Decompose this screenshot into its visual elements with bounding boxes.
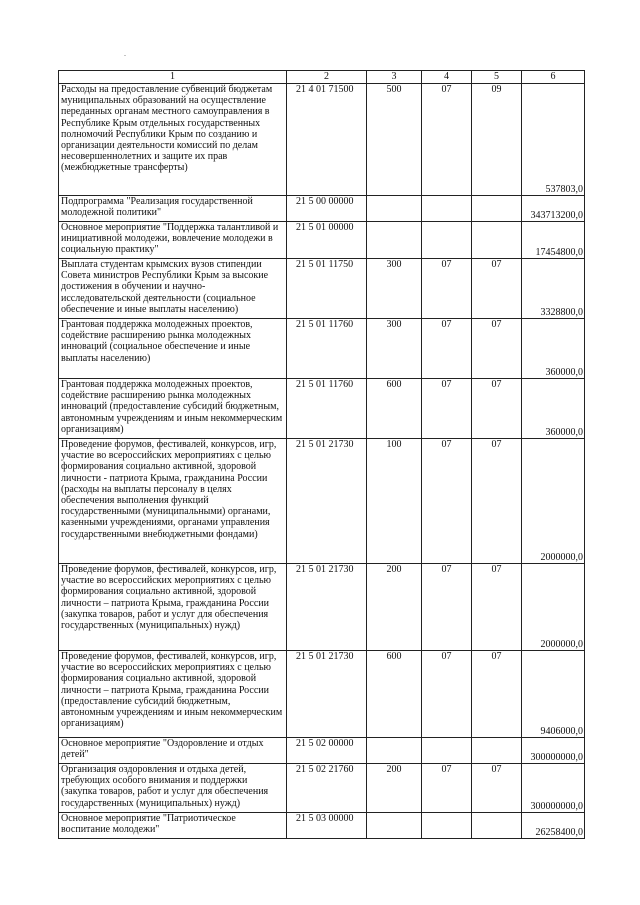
row-name: Грантовая поддержка молодежных проектов, содействие расширению рынка молодежных инноваций (социальное обеспечение и иные выплаты населению) (59, 319, 287, 379)
row-code: 21 5 03 00000 (287, 813, 367, 839)
row-amount: 26258400,0 (522, 813, 585, 839)
row-expense-type: 600 (367, 651, 422, 738)
row-code: 21 5 00 00000 (287, 196, 367, 222)
row-code: 21 5 01 21730 (287, 564, 367, 651)
row-code: 21 5 01 21730 (287, 439, 367, 564)
row-name: Проведение форумов, фестивалей, конкурсов, игр, участие во всероссийских мероприятиях с целью формирования социально активной, здоровой личности – патриота Крыма, гражданина России (предоставление субсидий бюджетным, автономным учреждениям и иным некоммерческим организациям) (59, 651, 287, 738)
budget-table (58, 70, 585, 839)
row-expense-type: 300 (367, 319, 422, 379)
row-expense-type: 300 (367, 259, 422, 319)
row-section: 07 (422, 564, 472, 651)
row-subsection (472, 222, 522, 259)
row-subsection: 07 (472, 564, 522, 651)
table-row (59, 196, 585, 222)
header-cell-2: 2 (287, 71, 367, 84)
table-row (59, 764, 585, 813)
row-section: 07 (422, 84, 472, 196)
row-amount: 360000,0 (522, 379, 585, 439)
row-amount: 537803,0 (522, 84, 585, 196)
row-amount: 2000000,0 (522, 564, 585, 651)
row-subsection: 07 (472, 259, 522, 319)
row-section: 07 (422, 259, 472, 319)
header-cell-4: 4 (422, 71, 472, 84)
row-subsection (472, 813, 522, 839)
row-amount: 9406000,0 (522, 651, 585, 738)
row-subsection (472, 738, 522, 764)
table-row (59, 738, 585, 764)
header-cell-5: 5 (472, 71, 522, 84)
row-section (422, 222, 472, 259)
header-cell-1: 1 (59, 71, 287, 84)
row-amount: 300000000,0 (522, 764, 585, 813)
row-code: 21 5 01 11760 (287, 379, 367, 439)
table-row (59, 651, 585, 738)
row-subsection: 07 (472, 439, 522, 564)
row-name: Выплата студентам крымских вузов стипендии Совета министров Республики Крым за высокие достижения в обучении и научно-исследовательской деятельности (социальное обеспечение и иные выплаты населению) (59, 259, 287, 319)
row-code: 21 5 02 00000 (287, 738, 367, 764)
row-expense-type (367, 222, 422, 259)
row-section: 07 (422, 651, 472, 738)
row-name: Основное мероприятие "Патриотическое воспитание молодежи" (59, 813, 287, 839)
row-expense-type (367, 196, 422, 222)
row-code: 21 5 01 00000 (287, 222, 367, 259)
row-code: 21 5 02 21760 (287, 764, 367, 813)
row-name: Подпрограмма "Реализация государственной молодежной политики" (59, 196, 287, 222)
row-subsection: 07 (472, 319, 522, 379)
row-section: 07 (422, 379, 472, 439)
row-section (422, 738, 472, 764)
row-subsection: 07 (472, 764, 522, 813)
row-expense-type: 100 (367, 439, 422, 564)
row-subsection: 07 (472, 379, 522, 439)
row-section: 07 (422, 319, 472, 379)
row-subsection (472, 196, 522, 222)
row-expense-type (367, 813, 422, 839)
row-section: 07 (422, 439, 472, 564)
table-row (59, 379, 585, 439)
table-row (59, 319, 585, 379)
scan-mark: . (124, 49, 126, 58)
row-expense-type: 200 (367, 764, 422, 813)
row-subsection: 09 (472, 84, 522, 196)
table-row (59, 564, 585, 651)
row-expense-type: 200 (367, 564, 422, 651)
table-row (59, 259, 585, 319)
table-row (59, 813, 585, 839)
row-expense-type: 500 (367, 84, 422, 196)
row-amount: 300000000,0 (522, 738, 585, 764)
row-section (422, 196, 472, 222)
row-name: Основное мероприятие "Поддержка талантливой и инициативной молодежи, вовлечение молодежи в социальную практику" (59, 222, 287, 259)
row-amount: 343713200,0 (522, 196, 585, 222)
row-code: 21 5 01 11750 (287, 259, 367, 319)
row-expense-type: 600 (367, 379, 422, 439)
row-name: Основное мероприятие "Оздоровление и отдых детей" (59, 738, 287, 764)
row-name: Расходы на предоставление субвенций бюджетам муниципальных образований на осуществление переданных органам местного самоуправления в Республике Крым отдельных государственных полномочий Республики Крым по созданию и организации деятельности комиссий по делам несовершеннолетних и защите их прав (межбюджетные трансферты) (59, 84, 287, 196)
row-code: 21 5 01 21730 (287, 651, 367, 738)
table-row (59, 222, 585, 259)
table-row (59, 84, 585, 196)
row-name: Организация оздоровления и отдыха детей, требующих особого внимания и поддержки (закупка товаров, работ и услуг для обеспечения государственных (муниципальных) нужд) (59, 764, 287, 813)
row-code: 21 5 01 11760 (287, 319, 367, 379)
row-code: 21 4 01 71500 (287, 84, 367, 196)
row-expense-type (367, 738, 422, 764)
row-name: Грантовая поддержка молодежных проектов, содействие расширению рынка молодежных инноваций (предоставление субсидий бюджетным, автономным учреждениям и иным некоммерческим организациям) (59, 379, 287, 439)
row-section (422, 813, 472, 839)
row-name: Проведение форумов, фестивалей, конкурсов, игр, участие во всероссийских мероприятиях с целью формирования социально активной, здоровой личности – патриота Крыма, гражданина России (закупка товаров, работ и услуг для обеспечения государственных (муниципальных) нужд) (59, 564, 287, 651)
row-amount: 3328800,0 (522, 259, 585, 319)
row-name: Проведение форумов, фестивалей, конкурсов, игр, участие во всероссийских мероприятиях с целью формирования социально активной, здоровой личности - патриота Крыма, гражданина России (расходы на выплаты персоналу в целях обеспечения выполнения функций государственными (муниципальными) органами, казенными учреждениями, органами управления государственными внебюджетными фондами) (59, 439, 287, 564)
header-cell-3: 3 (367, 71, 422, 84)
row-subsection: 07 (472, 651, 522, 738)
header-cell-6: 6 (522, 71, 585, 84)
header-row (59, 71, 585, 84)
row-amount: 360000,0 (522, 319, 585, 379)
row-amount: 17454800,0 (522, 222, 585, 259)
row-amount: 2000000,0 (522, 439, 585, 564)
table-row (59, 439, 585, 564)
row-section: 07 (422, 764, 472, 813)
